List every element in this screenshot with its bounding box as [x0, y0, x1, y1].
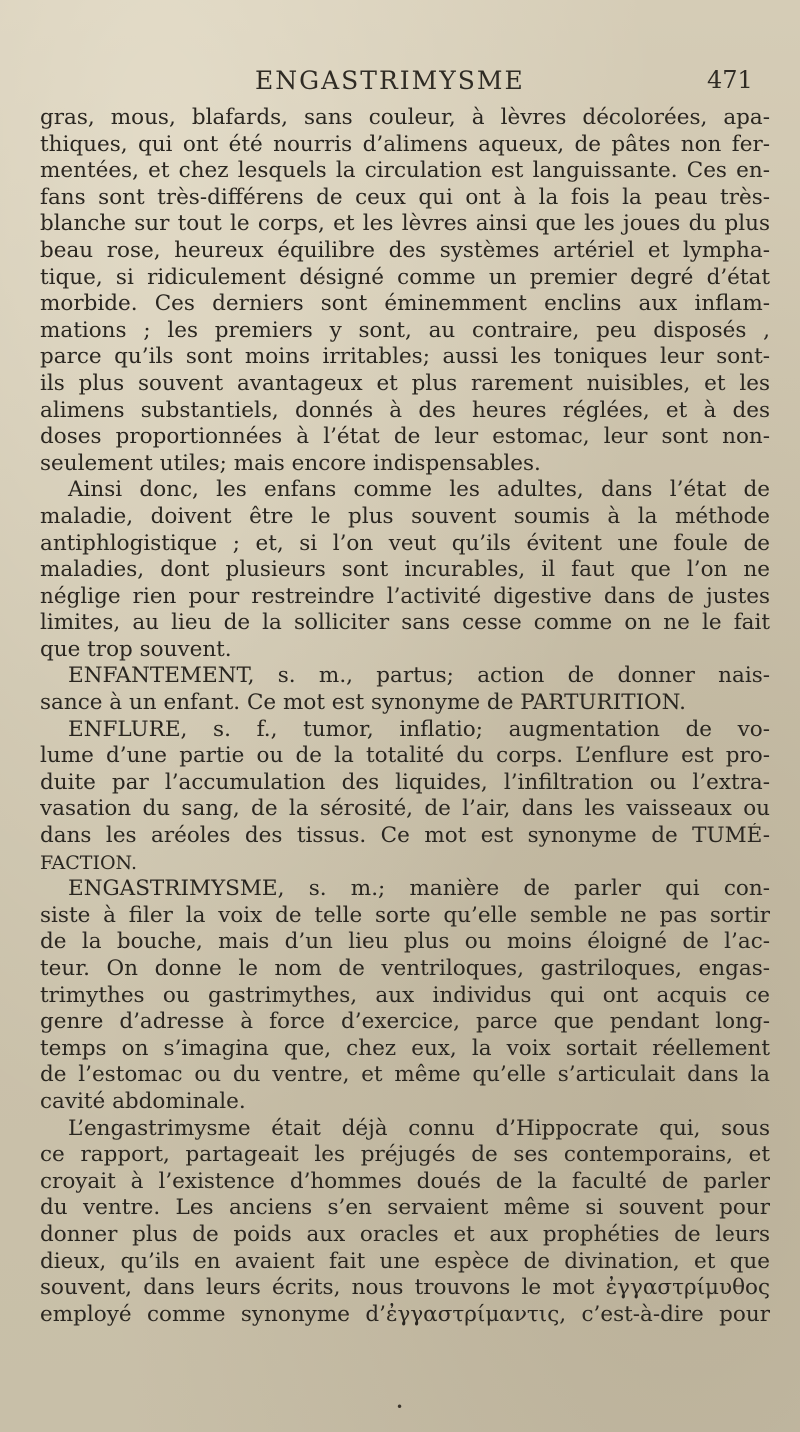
text-line: temps on s’imagina que, chez eux, la voix sortait réellement	[40, 1035, 770, 1061]
text-line: doses proportionnées à l’état de leur estomac, leur sont non-	[40, 424, 770, 450]
text-line: beau rose, heureux équilibre des systèmes artériel et lympha-	[40, 237, 770, 263]
text-line: FACTION.	[40, 851, 137, 874]
text-line: sance à un enfant. Ce mot est synonyme de PARTURITION.	[40, 690, 686, 716]
text-line: mations ; les premiers y sont, au contraire, peu disposés ,	[40, 317, 770, 343]
text-line: ENFLURE, s. f., tumor, inflatio; augmentation de vo-	[68, 716, 770, 742]
text-line: maladies, dont plusieurs sont incurables, il faut que l’on ne	[40, 557, 770, 583]
text-line: Ainsi donc, les enfans comme les adultes, dans l’état de	[68, 477, 770, 503]
text-line: donner plus de poids aux oracles et aux prophéties de leurs	[40, 1221, 770, 1247]
text-line: cavité abdominale.	[40, 1088, 246, 1114]
page-number: 471	[707, 66, 753, 94]
text-line: parce qu’ils sont moins irritables; aussi les toniques leur sont-	[40, 344, 770, 370]
text-line: que trop souvent.	[40, 636, 232, 662]
text-line: ils plus souvent avantageux et plus rarement nuisibles, et les	[40, 370, 770, 396]
running-title: ENGASTRIMYSME	[255, 66, 525, 95]
text-line: genre d’adresse à force d’exercice, parce que pendant long-	[40, 1009, 770, 1035]
text-line: ENGASTRIMYSME, s. m.; manière de parler qui con-	[68, 876, 770, 902]
text-line: blanche sur tout le corps, et les lèvres ainsi que les joues du plus	[40, 211, 770, 237]
text-line: de la bouche, mais d’un lieu plus ou moins éloigné de l’ac-	[40, 929, 770, 955]
text-line: croyait à l’existence d’hommes doués de la faculté de parler	[40, 1168, 770, 1194]
text-line: tique, si ridiculement désigné comme un premier degré d’état	[40, 264, 770, 290]
text-line: antiphlogistique ; et, si l’on veut qu’ils évitent une foule de	[40, 530, 770, 556]
text-line: fans sont très-différens de ceux qui ont à la fois la peau très-	[40, 184, 770, 210]
text-line: gras, mous, blafards, sans couleur, à lèvres décolorées, apa-	[40, 105, 770, 130]
text-line: dans les aréoles des tissus. Ce mot est synonyme de TUMÉ-	[40, 823, 770, 849]
text-line: souvent, dans leurs écrits, nous trouvons le mot ἐγγαστρίμυθος	[40, 1275, 770, 1301]
text-line: employé comme synonyme d’ἐγγαστρίμαντις, c’est-à-dire pour	[40, 1301, 770, 1327]
text-line: seulement utiles; mais encore indispensables.	[40, 450, 541, 476]
text-line: limites, au lieu de la solliciter sans cesse comme on ne le fait	[40, 610, 770, 636]
text-line: mentées, et chez lesquels la circulation est languissante. Ces en-	[40, 158, 770, 184]
text-line: dieux, qu’ils en avaient fait une espèce de divination, et que	[40, 1248, 770, 1274]
text-line: L’engastrimysme était déjà connu d’Hippocrate qui, sous	[68, 1115, 770, 1141]
text-line: lume d’une partie ou de la totalité du corps. L’enflure est pro-	[40, 743, 770, 769]
body-text	[40, 105, 770, 1328]
text-line: alimens substantiels, donnés à des heures réglées, et à des	[40, 397, 770, 423]
text-line: ENFANTEMENT, s. m., partus; action de donner nais-	[68, 663, 770, 689]
text-line: ce rapport, partageait les préjugés de ses contemporains, et	[40, 1142, 770, 1168]
text-line: du ventre. Les anciens s’en servaient même si souvent pour	[40, 1195, 770, 1221]
text-line: siste à filer la voix de telle sorte qu’elle semble ne pas sortir	[40, 902, 770, 928]
text-line: vasation du sang, de la sérosité, de l’air, dans les vaisseaux ou	[40, 796, 770, 822]
running-head	[0, 66, 800, 102]
text-line: duite par l’accumulation des liquides, l’infiltration ou l’extra-	[40, 769, 770, 795]
text-line: de l’estomac ou du ventre, et même qu’elle s’articulait dans la	[40, 1062, 770, 1088]
text-line: maladie, doivent être le plus souvent soumis à la méthode	[40, 503, 770, 529]
text-line: morbide. Ces derniers sont éminemment enclins aux inflam-	[40, 291, 770, 317]
footer-mark: •	[396, 1400, 404, 1414]
text-line: teur. On donne le nom de ventriloques, gastriloques, engas-	[40, 956, 770, 981]
text-line: néglige rien pour restreindre l’activité digestive dans de justes	[40, 583, 770, 609]
text-line: trimythes ou gastrimythes, aux individus qui ont acquis ce	[40, 982, 770, 1008]
text-line: thiques, qui ont été nourris d’alimens aqueux, de pâtes non fer-	[40, 131, 770, 157]
